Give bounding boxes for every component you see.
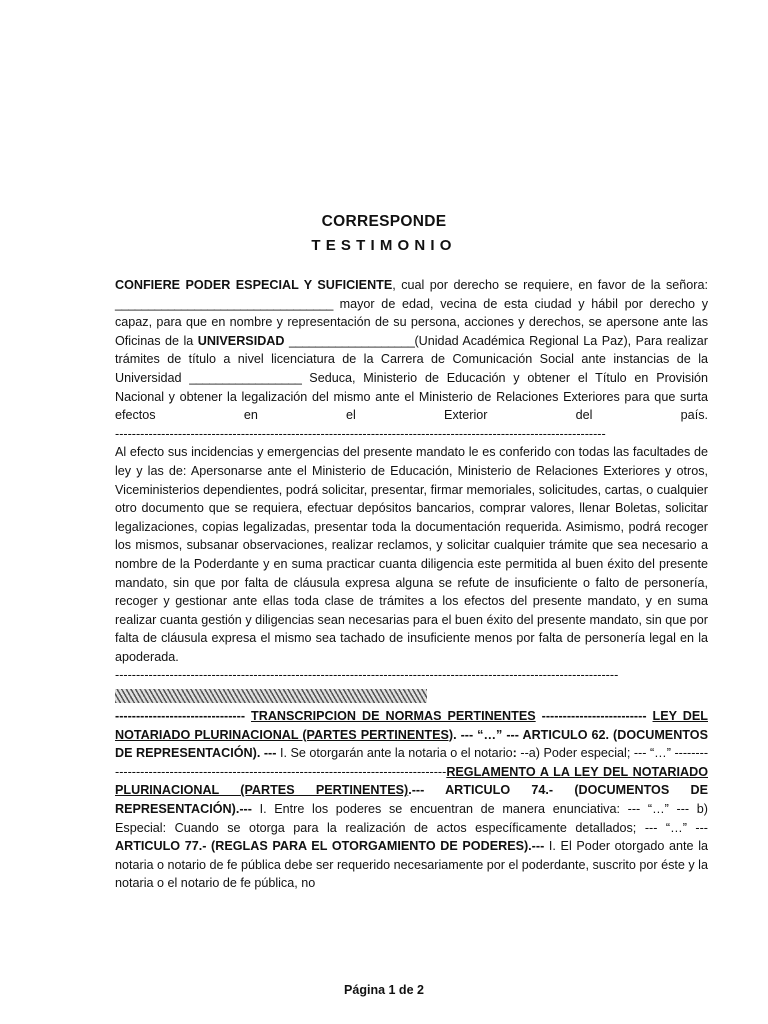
paragraph-text: , cual por derecho se requiere, en favor de la señora: <box>392 278 708 292</box>
heading-corresponde: CORRESPONDE <box>321 213 447 230</box>
paragraph-text: .--- <box>408 783 446 798</box>
paragraph-text: mayor de edad, vecina de esta ciudad y hábil por derecho y capaz, para que en nombre y representación de su persona, acciones y derechos, se apersone ante las Oficinas de la <box>115 296 708 348</box>
dashed-separator: ------------------------------------------------------------------------------------------------------------------------ <box>115 668 619 683</box>
blank-line-universidad-2: _________________ <box>189 370 302 385</box>
paragraph-facultades <box>115 443 708 666</box>
redacted-stamp-row <box>115 685 708 707</box>
article-77-heading: ARTICULO 77.- (REGLAS PARA EL OTORGAMIENTO DE PODERES).--- <box>115 839 545 854</box>
section-heading: TRANSCRIPCION DE NORMAS PERTINENTES <box>251 709 536 724</box>
dashed-separator: --------------------------------------------------------------------------------------------------------------------- <box>115 426 606 441</box>
paragraph-text: Al efecto sus incidencias y emergencias del presente mandato le es conferido con todas las facultades de ley y las de: Apersonarse ante el Ministerio de Educación, Ministerio de Relaciones Exteriores y otros, Viceministerios dependientes, podrá solicitar, presentar, firmar memoriales, solicitudes, cartas, o cualquier otro documento que se requiera, efectuar depósitos bancarios, comprar valores, llenar Boletas, solicitar legalizaciones, copias legalizadas, presentar toda la documentación requerida. Asimismo, podrá recoger los mismos, subsanar observaciones, realizar reclamos, y solicitar cualquier trámite que sea necesario a nombre de la Poderdante y en suma practicar cuanta diligencia este permitida al buen éxito del presente mandato, sin que por falta de cláusula expresa alguna se refute de insuficiente o falto de personería, recoger y gestionar ante ellas toda clase de trámites a los efectos del presente mandato, y en suma realizar cuanta gestión y diligencias sean necesarias para el buen éxito del presente mandato, sin que por falta de cláusula expresa el mismo sea tachado de insuficiente menos por falta de personería legal en la apoderada. <box>115 445 708 664</box>
dashes-lead: ------------------------------- <box>115 709 252 724</box>
redaction-stamp <box>115 689 427 703</box>
paragraph-text: (Unidad Académica Regional La Paz), Para realizar trámites de título a nivel licenciatura de la Carrera de Comunicación Social ante instancias de la Universidad <box>115 333 708 385</box>
paragraph-text: Seduca, Ministerio de Educación y obtener el Título en Provisión Nacional y obtener la legalización del mismo ante el Ministerio de Relaciones Exteriores para que surta efectos en el Exterior del país. <box>115 370 708 423</box>
paragraph-text: --a) Poder especial; --- “…” --------------------------------------------------------------------------------------- <box>115 746 709 779</box>
dashes-tail: ------------------------- <box>535 709 647 724</box>
paragraph-text: . --- “…” --- <box>453 727 523 742</box>
blank-line-senora: _________________________________ <box>115 296 333 311</box>
paragraph-normas <box>115 707 708 893</box>
title-block <box>0 212 768 256</box>
blank-line-universidad: ___________________ <box>288 333 415 348</box>
document-body <box>115 276 708 893</box>
paragraph-text: I. Entre los poderes se encuentran de manera enunciativa: --- “…” --- b) Especial: Cuando se otorga para la realización de actos específicamente detallados; --- “…” --- <box>115 802 708 835</box>
reglamento-heading: REGLAMENTO A LA LEY DEL NOTARIADO PLURINACIONAL (PARTES PERTINENTES) <box>115 764 708 798</box>
universidad-label: UNIVERSIDAD <box>197 333 285 348</box>
page-number-footer: Página 1 de 2 <box>344 983 424 997</box>
paragraph-text: I. El Poder otorgado ante la notaria o notario de fe pública debe ser requerido necesariamente por el poderdante, suscrito por éste y la notaria o el notario de fe pública, no <box>115 839 708 891</box>
paragraph-poder <box>115 276 708 425</box>
article-62-heading: ARTICULO 62. (DOCUMENTOS DE REPRESENTACIÓN). --- <box>115 727 708 761</box>
colon: : <box>512 746 517 761</box>
article-74-heading: ARTICULO 74.- (DOCUMENTOS DE REPRESENTACIÓN).--- <box>115 783 708 817</box>
ley-heading: LEY DEL NOTARIADO PLURINACIONAL (PARTES PERTINENTES) <box>115 709 708 742</box>
heading-testimonio: TESTIMONIO <box>311 237 457 254</box>
poder-clause-heading: CONFIERE PODER ESPECIAL Y SUFICIENTE <box>115 278 393 292</box>
paragraph-text: I. Se otorgarán ante la notaria o el notario <box>276 746 513 761</box>
